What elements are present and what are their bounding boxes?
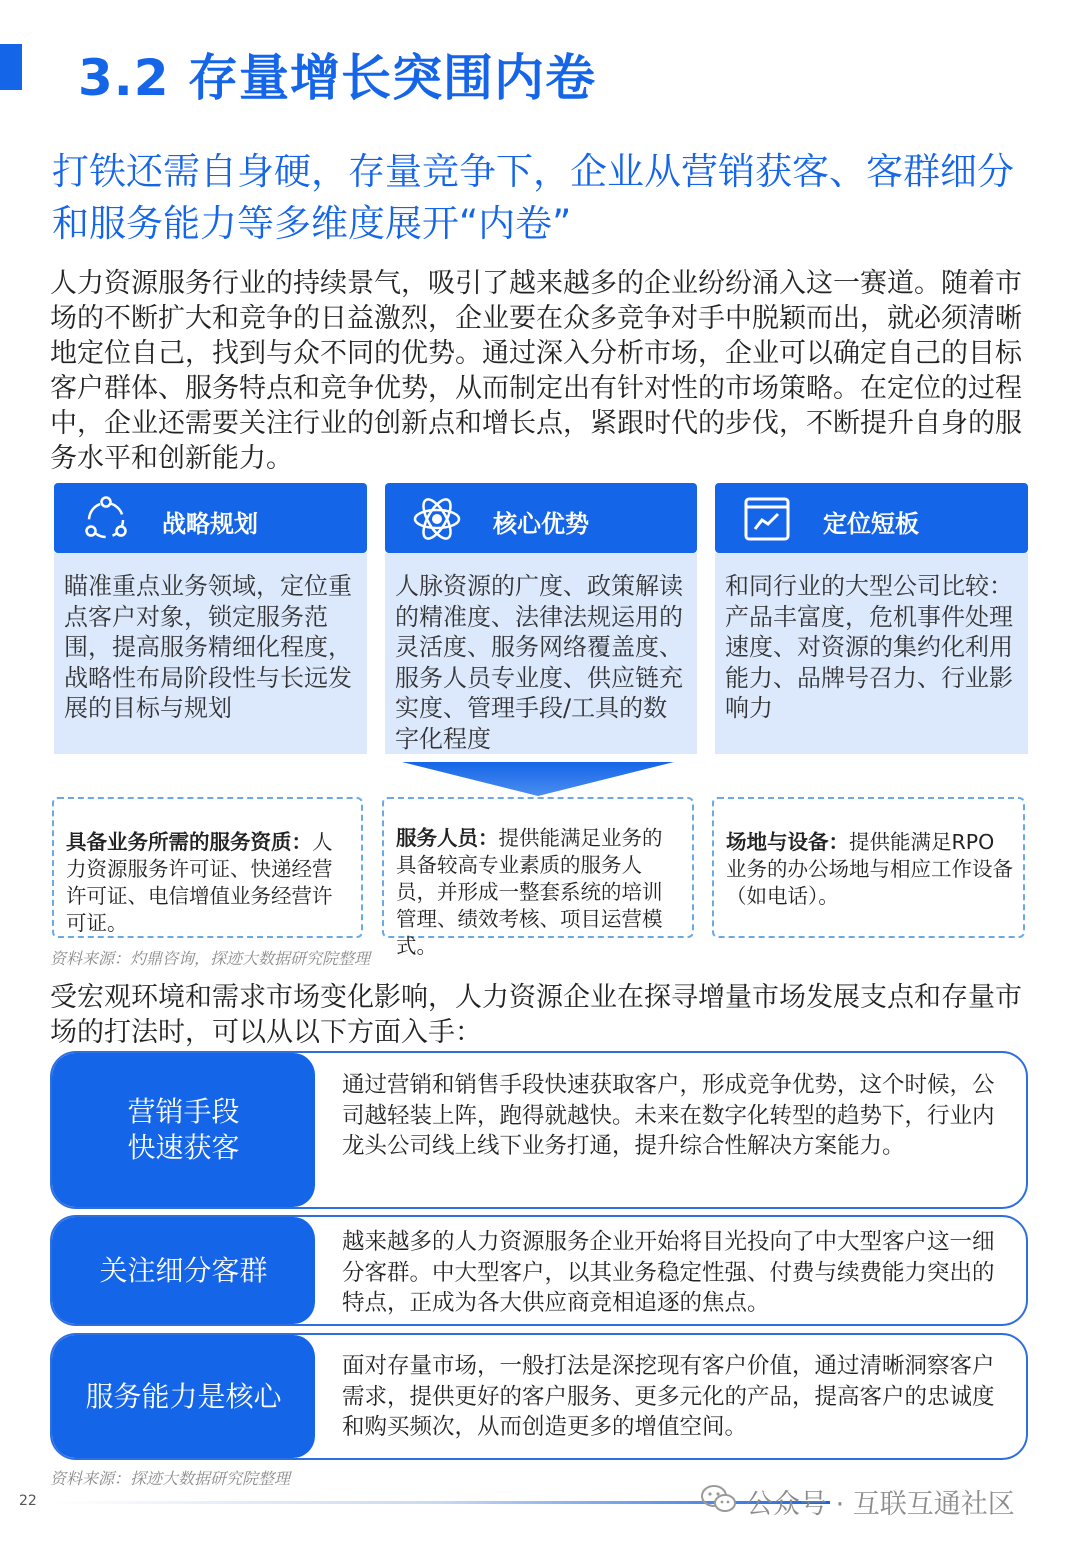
watermark: 公众号 · 互联互通社区: [746, 1489, 1015, 1520]
approach-row-segment: [50, 1215, 1028, 1326]
requirement-staff: [382, 797, 694, 958]
requirement-text: 提供能满足业务的具备较高专业素质的服务人员，并形成一整套系统的培训管理、绩效考核、项目运营模式。: [396, 826, 663, 958]
requirement-label: 服务人员：: [396, 826, 499, 850]
requirement-text: 提供能满足RPO业务的办公场地与相应工作设备（如电话）。: [726, 830, 1013, 908]
card-title: 定位短板: [823, 510, 919, 538]
wechat-icon: [700, 1484, 738, 1514]
approach-text: 通过营销和销售手段快速获取客户，形成竞争优势，这个时候，公司越轻装上阵，跑得就越快。未来在数字化转型的趋势下，行业内龙头公司线上线下业务打通，提升综合性解决方案能力。: [342, 1072, 995, 1159]
approach-text: 面对存量市场，一般打法是深挖现有客户价值，通过清晰洞察客户需求，提供更好的客户服务、更多元化的产品，提高客户的忠诚度和购买频次，从而创造更多的增值空间。: [342, 1353, 995, 1440]
page-number: 22: [19, 1493, 37, 1509]
source-note: 资料来源：灼鼎咨询，探迹大数据研究院整理: [50, 949, 371, 968]
atom-icon: [411, 493, 463, 545]
page-title: 3.2 存量增长突围内卷: [78, 49, 596, 107]
lead-paragraph: 受宏观环境和需求市场变化影响，人力资源企业在探寻增量市场发展支点和存量市场的打法时，可以从以下方面入手：: [50, 982, 1022, 1048]
approach-label: 营销手段 快速获客: [52, 1053, 315, 1207]
requirement-text: 人力资源服务许可证、快递经营许可证、电信增值业务经营许可证。: [66, 830, 333, 935]
approach-row-marketing: [50, 1051, 1028, 1209]
approach-row-service: [50, 1333, 1028, 1460]
source-note: 资料来源：探迹大数据研究院整理: [50, 1469, 291, 1488]
requirement-label: 场地与设备：: [726, 830, 849, 854]
card-header-weakness: [715, 483, 1028, 553]
requirement-label: 具备业务所需的服务资质：: [66, 830, 312, 854]
card-body-advantage: 人脉资源的广度、政策解读的精准度、法律法规运用的灵活度、服务网络覆盖度、服务人员专业度、供应链充实度、管理手段/工具的数字化程度: [385, 553, 697, 754]
card-title: 战略规划: [162, 510, 258, 538]
card-body-strategy: 瞄准重点业务领域，定位重点客户对象，锁定服务范围，提高服务精细化程度，战略性布局阶段性与长远发展的目标与规划: [54, 553, 367, 754]
card-header-strategy: [54, 483, 367, 553]
cycle-icon: [80, 493, 132, 545]
trend-chart-icon: [741, 493, 793, 545]
title-accent-bar: [0, 44, 22, 90]
card-title: 核心优势: [493, 510, 589, 538]
down-arrow-icon: [402, 762, 674, 796]
approach-text: 越来越多的人力资源服务企业开始将目光投向了中大型客户这一细分客群。中大型客户，以其业务稳定性强、付费与续费能力突出的特点，正成为各大供应商竞相追逐的焦点。: [342, 1229, 995, 1316]
card-header-advantage: [385, 483, 697, 553]
intro-paragraph: 人力资源服务行业的持续景气，吸引了越来越多的企业纷纷涌入这一赛道。随着市场的不断扩大和竞争的日益激烈，企业要在众多竞争对手中脱颖而出，就必须清晰地定位自己，找到与众不同的优势。通过深入分析市场，企业可以确定自己的目标客户群体、服务特点和竞争优势，从而制定出有针对性的市场策略。在定位的过程中，企业还需要关注行业的创新点和增长点，紧跟时代的步伐，不断提升自身的服务水平和创新能力。: [50, 268, 1022, 474]
requirement-facility: [712, 797, 1025, 938]
page-subtitle: 打铁还需自身硬，存量竞争下，企业从营销获客、客群细分和服务能力等多维度展开“内卷”: [52, 150, 1014, 245]
requirement-qualification: [52, 797, 363, 938]
approach-label: 服务能力是核心: [52, 1335, 315, 1458]
card-body-weakness: 和同行业的大型公司比较：产品丰富度，危机事件处理速度、对资源的集约化利用能力、品牌号召力、行业影响力: [715, 553, 1028, 754]
approach-label: 关注细分客群: [52, 1217, 315, 1324]
